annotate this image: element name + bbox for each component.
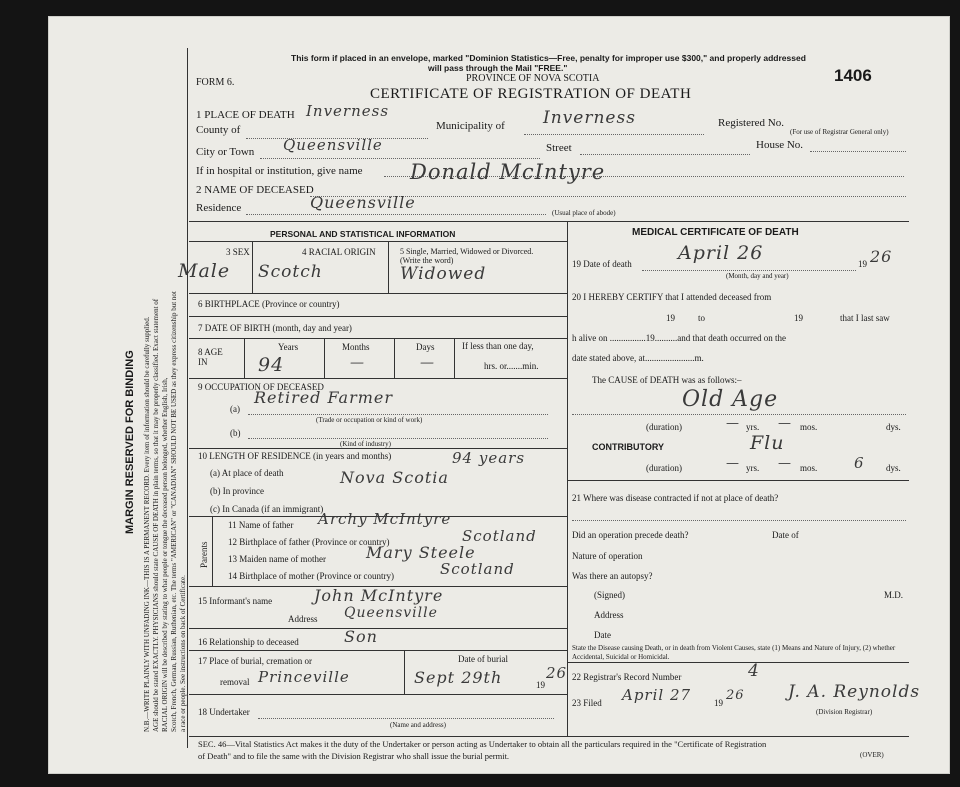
- instructions-line-3: RACIAL ORIGIN will be described by stating to what people or tongue the deceased person belonged, whether English, Irish,: [161, 377, 169, 732]
- operation-date-label: Date of: [772, 530, 799, 540]
- burial-place-label: 17 Place of burial, cremation or: [198, 656, 312, 666]
- row-rule-3: [189, 338, 567, 339]
- less-than-day-label: If less than one day,: [462, 341, 534, 351]
- certify-line-4: date stated above, at......................m.: [572, 353, 704, 363]
- in-canada-label: (c) In Canada (if an immigrant): [210, 504, 324, 514]
- sex-label: 3 SEX: [226, 247, 250, 257]
- municipality-line: [524, 134, 704, 135]
- age-col-div-2: [324, 338, 325, 378]
- personal-heading-rule: [189, 241, 567, 242]
- occupation-label: 9 OCCUPATION OF DECEASED: [198, 382, 324, 392]
- death-date-value: April 26: [678, 242, 764, 264]
- house-no-line: [810, 151, 906, 152]
- instructions-line-5: a race or people. See instructions on back of Certificate.: [179, 575, 187, 732]
- father-name-label: 11 Name of father: [228, 520, 294, 530]
- age-years-value: 94: [258, 354, 285, 376]
- city-value: Queensville: [283, 136, 383, 154]
- age-months-label: Months: [342, 342, 370, 352]
- cause-label: The CAUSE of DEATH was as follows:–: [592, 375, 742, 385]
- informant-address-value: Queensville: [344, 605, 438, 621]
- age-col-div-4: [454, 338, 455, 378]
- physician-address-label: Address: [594, 610, 624, 620]
- deceased-name-label: 2 NAME OF DECEASED: [196, 184, 314, 196]
- instructions-line-1: N.B.—WRITE PLAINLY WITH UNFADING INK—THIS IS A PERMANENT RECORD. Every item of information should be carefully supplied.: [143, 316, 151, 732]
- county-value: Inverness: [306, 102, 390, 120]
- age-days-value: —: [420, 355, 435, 371]
- row-rule-10: [189, 694, 567, 695]
- contrib-mos-label: mos.: [800, 463, 818, 473]
- contrib-dys-value: 6: [854, 454, 865, 472]
- row-rule-2: [189, 316, 567, 317]
- contrib-yrs-value: —: [726, 456, 740, 471]
- age-days-label: Days: [416, 342, 435, 352]
- certify-last-saw: that I last saw: [840, 313, 890, 323]
- occupation-b-label: (b): [230, 428, 241, 438]
- contrib-duration-label: (duration): [646, 463, 682, 473]
- q21-label: 21 Where was disease contracted if not at place of death?: [572, 493, 779, 503]
- burial-year-prefix: 19: [536, 680, 545, 690]
- father-birthplace-value: Scotland: [462, 527, 537, 545]
- certificate-title: CERTIFICATE OF REGISTRATION OF DEATH: [370, 86, 692, 102]
- status-label: 5 Single, Married, Widowed or Divorced. (Write the word): [400, 247, 534, 265]
- mother-birthplace-value: Scotland: [440, 560, 515, 578]
- sec46-line-1: SEC. 46—Vital Statistics Act makes it the duty of the Undertaker or person acting as Undertaker to obtain all the particulars required in the "Certificate of Registration: [198, 739, 767, 749]
- burial-removal-label: removal: [220, 677, 250, 687]
- certify-line-3: h alive on ................19..........and that death occurred on the: [572, 333, 786, 343]
- age-label: 8 AGE IN: [198, 347, 223, 367]
- grid-center-divider: [567, 221, 568, 736]
- hospital-label: If in hospital or institution, give name: [196, 165, 363, 177]
- industry-note: (Kind of industry): [340, 440, 391, 448]
- residence-label: Residence: [196, 202, 242, 214]
- binding-margin-label: MARGIN RESERVED FOR BINDING: [124, 350, 136, 534]
- record-number-label: 22 Registrar's Record Number: [572, 672, 682, 682]
- age-col-div-1: [244, 338, 245, 378]
- at-place-value: 94 years: [452, 449, 526, 467]
- city-label: City or Town: [196, 146, 255, 158]
- age-years-label: Years: [278, 342, 299, 352]
- grid-bottom-rule: [189, 736, 909, 737]
- instructions-line-4: Scotch, French, German, Russian, Ruthenian, etc. The terms "AMERICAN" or "CANADIAN" SHOULD NOT BE USED as they express citizenship but not: [170, 291, 178, 732]
- form-number: FORM 6.: [196, 77, 235, 88]
- cause-dys-label: dys.: [886, 422, 901, 432]
- signed-label: (Signed): [594, 590, 625, 600]
- certify-to: to: [698, 313, 706, 323]
- sex-race-divider: [252, 241, 253, 293]
- occupation-value: Retired Farmer: [254, 388, 393, 407]
- cause-yrs-label: yrs.: [746, 422, 760, 432]
- relationship-label: 16 Relationship to deceased: [198, 637, 299, 647]
- deceased-name-value: Donald McIntyre: [410, 160, 606, 184]
- parents-divider: [212, 516, 213, 586]
- certify-19-b: 19: [794, 313, 803, 323]
- certify-line-1: 20 I HEREBY CERTIFY that I attended deceased from: [572, 292, 772, 302]
- medical-heading: MEDICAL CERTIFICATE OF DEATH: [632, 227, 799, 238]
- city-line: [260, 158, 540, 159]
- contrib-dys-label: dys.: [886, 463, 901, 473]
- death-year-value: 26: [870, 247, 893, 266]
- registrar-signature: J. A. Reynolds: [788, 682, 921, 702]
- cause-duration-yrs-value: —: [726, 416, 740, 431]
- residence-length-label: 10 LENGTH OF RESIDENCE (in years and months): [198, 451, 392, 461]
- undertaker-label: 18 Undertaker: [198, 707, 250, 717]
- contrib-yrs-label: yrs.: [746, 463, 760, 473]
- age-col-div-3: [394, 338, 395, 378]
- province-name: PROVINCE OF NOVA SCOTIA: [466, 73, 600, 84]
- municipality-value: Inverness: [543, 108, 636, 128]
- over-note: (OVER): [860, 751, 884, 759]
- registrar-note: (Division Registrar): [816, 708, 873, 716]
- q21-line: [572, 520, 906, 521]
- dob-label: 7 DATE OF BIRTH (month, day and year): [198, 323, 352, 333]
- operation-label: Did an operation precede death?: [572, 530, 689, 540]
- race-value: Scotch: [258, 262, 323, 282]
- status-value: Widowed: [400, 264, 487, 284]
- medical-rule-2: [567, 662, 909, 663]
- contributory-label: CONTRIBUTORY: [592, 442, 664, 452]
- mother-name-label: 13 Maiden name of mother: [228, 554, 326, 564]
- filed-year-prefix: 19: [714, 698, 723, 708]
- burial-year-value: 26: [546, 664, 568, 682]
- cause-line: [572, 414, 906, 415]
- death-certificate: [48, 16, 950, 774]
- in-province-value: Nova Scotia: [340, 468, 449, 487]
- contrib-mos-value: —: [778, 456, 792, 471]
- physician-date-label: Date: [594, 630, 611, 640]
- row-rule-1: [189, 293, 567, 294]
- residence-value: Queensville: [310, 193, 416, 212]
- violent-causes-note: State the Disease causing Death, or in death from Violent Causes, state (1) Means and Nature of Injury, (2) whether Accidental, Suicidal or Homicidal.: [572, 644, 896, 661]
- cause-duration-mos-value: —: [778, 416, 792, 431]
- mail-notice-line-2: will pass through the Mail "FREE.": [428, 63, 568, 73]
- age-months-value: —: [350, 355, 365, 371]
- sex-value: Male: [178, 260, 231, 282]
- abode-note: (Usual place of abode): [552, 209, 616, 217]
- in-province-label: (b) In province: [210, 486, 264, 496]
- informant-address-label: Address: [288, 614, 318, 624]
- mother-birthplace-label: 14 Birthplace of mother (Province or country): [228, 571, 394, 581]
- filed-label: 23 Filed: [572, 698, 602, 708]
- medical-rule-1: [567, 480, 909, 481]
- row-rule-8: [189, 628, 567, 629]
- death-date-line: [642, 270, 856, 271]
- cause-mos-label: mos.: [800, 422, 818, 432]
- race-status-divider: [388, 241, 389, 293]
- street-label: Street: [546, 142, 572, 154]
- municipality-label: Municipality of: [436, 120, 505, 132]
- street-line: [580, 154, 750, 155]
- hrs-min-label: hrs. or.......min.: [484, 361, 539, 371]
- occupation-a-line: [248, 414, 548, 415]
- father-name-value: Archy McIntyre: [318, 510, 452, 528]
- residence-line: [246, 214, 546, 215]
- burial-date-label: Date of burial: [458, 654, 508, 664]
- father-birthplace-label: 12 Birthplace of father (Province or country): [228, 537, 390, 547]
- sec46-line-2: of Death" and to file the same with the Division Registrar who shall issue the burial permit.: [198, 751, 510, 761]
- row-rule-4: [189, 378, 567, 379]
- grid-top-rule: [189, 221, 909, 222]
- filed-date-value: April 27: [622, 686, 692, 704]
- occupation-a-label: (a): [230, 404, 240, 414]
- relationship-value: Son: [344, 627, 378, 646]
- certificate-number: 1406: [834, 66, 872, 85]
- registered-no-note: (For use of Registrar General only): [790, 128, 889, 136]
- mail-notice-line-1: This form if placed in an envelope, marked "Dominion Statistics—Free, penalty for improper use $300," and properly addressed: [291, 53, 806, 63]
- county-label: County of: [196, 124, 241, 136]
- filed-year-value: 26: [726, 688, 745, 703]
- cause-value: Old Age: [682, 387, 779, 412]
- informant-name-value: John McIntyre: [314, 586, 444, 605]
- informant-name-label: 15 Informant's name: [198, 596, 273, 606]
- burial-divider: [404, 650, 405, 694]
- death-date-label: 19 Date of death: [572, 259, 632, 269]
- at-place-label: (a) At place of death: [210, 468, 284, 478]
- undertaker-note: (Name and address): [390, 721, 446, 729]
- operation-nature-label: Nature of operation: [572, 551, 643, 561]
- personal-heading: PERSONAL AND STATISTICAL INFORMATION: [270, 229, 456, 239]
- birthplace-label: 6 BIRTHPLACE (Province or country): [198, 299, 340, 309]
- undertaker-line: [258, 718, 554, 719]
- race-label: 4 RACIAL ORIGIN: [302, 247, 376, 257]
- occupation-b-line: [248, 438, 548, 439]
- place-of-death-label: 1 PLACE OF DEATH: [196, 109, 295, 121]
- parents-label: Parents: [199, 541, 209, 568]
- record-number-value: 4: [748, 661, 760, 681]
- certify-19-a: 19: [666, 313, 675, 323]
- autopsy-label: Was there an autopsy?: [572, 571, 653, 581]
- house-no-label: House No.: [756, 139, 804, 151]
- registered-no-label: Registered No.: [718, 117, 784, 129]
- trade-note: (Trade or occupation or kind of work): [316, 416, 423, 424]
- contributory-value: Flu: [750, 432, 785, 454]
- burial-date-value: Sept 29th: [414, 668, 503, 687]
- burial-place-value: Princeville: [258, 668, 350, 686]
- binding-margin-rule: [187, 48, 188, 748]
- cause-duration-label: (duration): [646, 422, 682, 432]
- row-rule-9: [189, 650, 567, 651]
- instructions-line-2: AGE should be stated EXACTLY. PHYSICIANS should state CAUSE OF DEATH in plain terms, so that it may be properly classified. Exact statement of: [152, 298, 160, 732]
- death-date-note: (Month, day and year): [726, 272, 789, 280]
- death-year-prefix: 19: [858, 259, 867, 269]
- md-label: M.D.: [884, 590, 904, 600]
- mother-name-value: Mary Steele: [366, 543, 476, 562]
